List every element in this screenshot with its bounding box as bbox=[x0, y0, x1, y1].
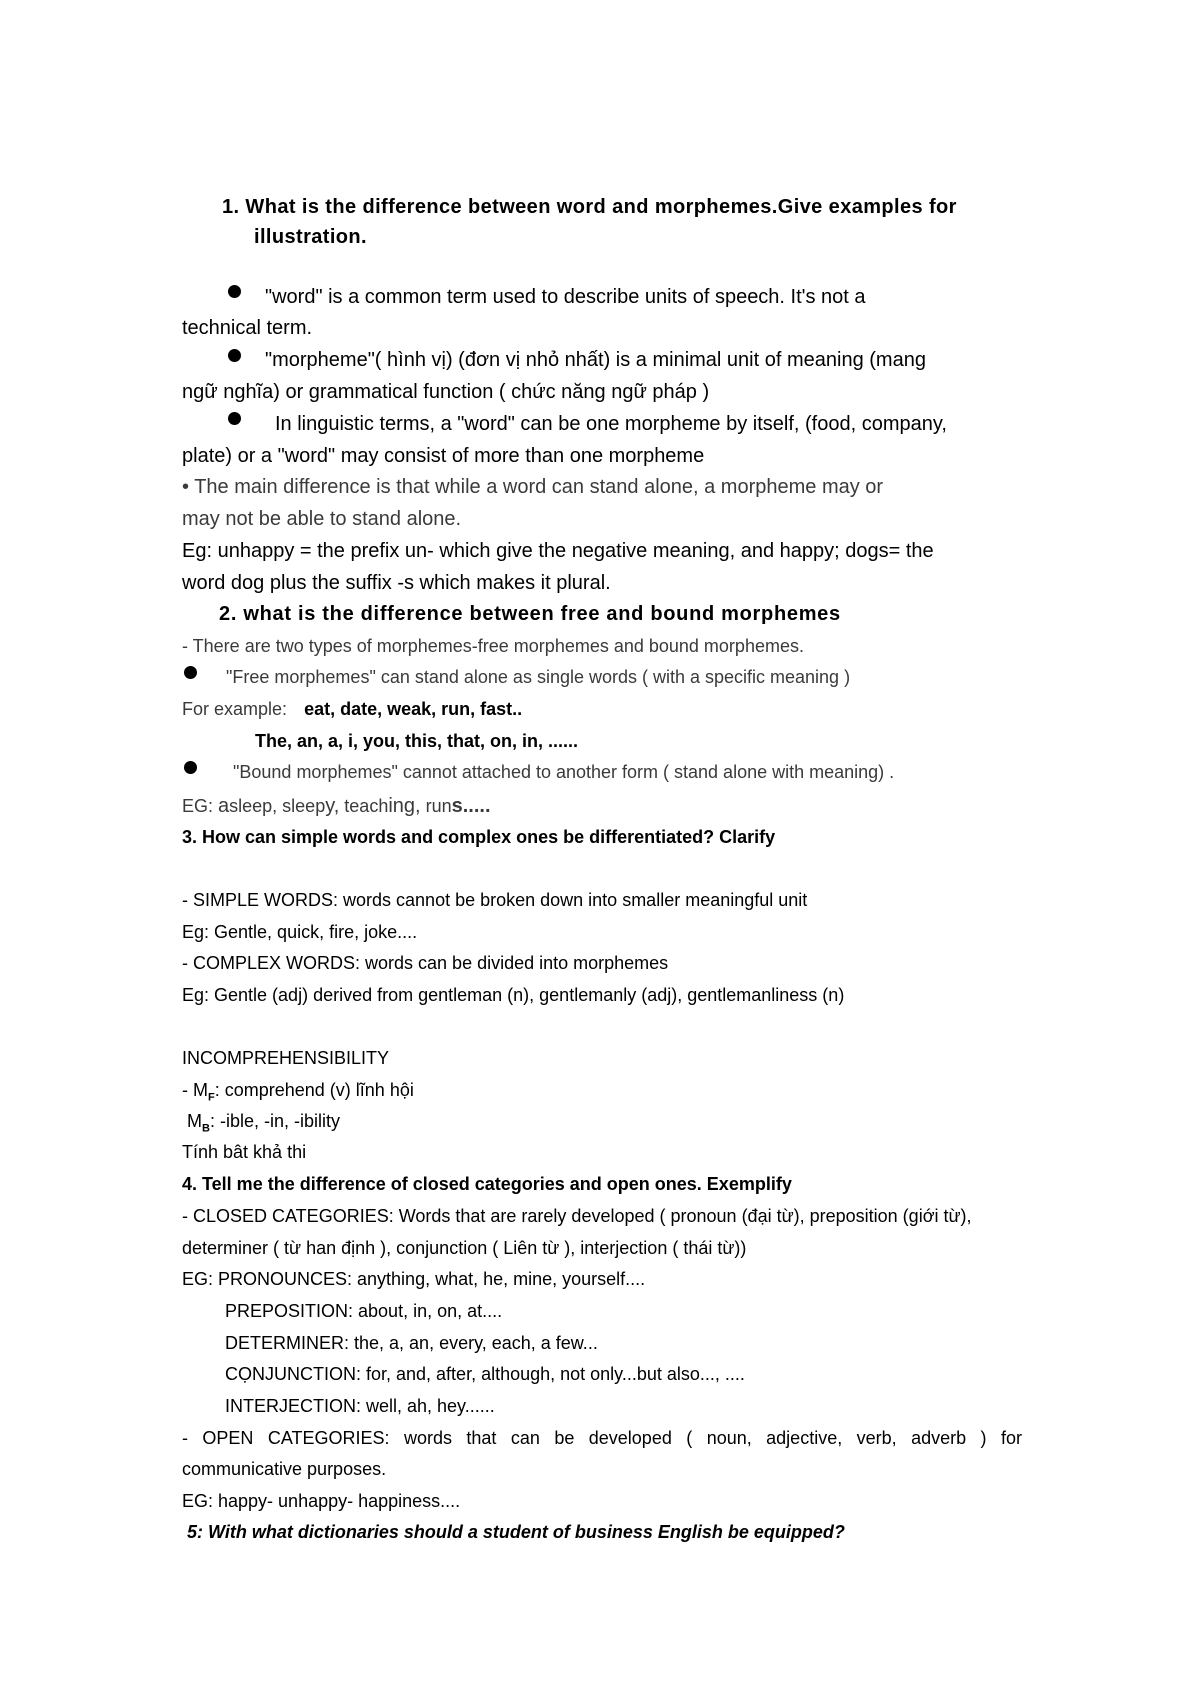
bullet-icon bbox=[228, 285, 241, 298]
q4-eg-interjection: INTERJECTION: well, ah, hey...... bbox=[225, 1396, 495, 1416]
q1-main-diff-line1: • The main difference is that while a word can stand alone, a morpheme may or bbox=[182, 476, 884, 498]
for-example-label: For example: bbox=[182, 699, 288, 719]
open-word: OPEN bbox=[202, 1428, 254, 1448]
open-word: for bbox=[1000, 1428, 1022, 1448]
q2-intro: - There are two types of morphemes-free morphemes and bound morphemes. bbox=[182, 636, 804, 656]
open-word: that bbox=[466, 1428, 497, 1448]
q1-main-diff-line2: may not be able to stand alone. bbox=[182, 508, 462, 530]
q2-bound-examples: EG: asleep, sleepy, teaching, runs..... bbox=[182, 795, 491, 817]
q2-free-examples-line2: The, an, a, i, you, this, that, on, in, ...... bbox=[255, 731, 579, 751]
q4-open-example: EG: happy- unhappy- happiness.... bbox=[182, 1491, 461, 1511]
q3-meaning: Tính bât khả thi bbox=[182, 1142, 307, 1162]
q4-eg-preposition: PREPOSITION: about, in, on, at.... bbox=[225, 1301, 503, 1321]
q3-title: 3. How can simple words and complex ones be differentiated? Clarify bbox=[182, 827, 776, 847]
open-word: CATEGORIES: bbox=[267, 1428, 390, 1448]
q4-eg-pronouns: EG: PRONOUNCES: anything, what, he, mine, yourself.... bbox=[182, 1269, 646, 1289]
q1-bullet1-line1: "word" is a common term used to describe units of speech. It's not a bbox=[265, 286, 866, 308]
q3-bound-morpheme-line: $M_B$: -ible, -in, -ibility bbox=[187, 1111, 340, 1135]
q4-title: 4. Tell me the difference of closed categories and open ones. Exemplify bbox=[182, 1174, 792, 1194]
bullet-icon bbox=[184, 761, 197, 774]
q3-free-morpheme-line: - $M_F$: comprehend (v) lĩnh hội bbox=[182, 1080, 414, 1104]
open-word: ) bbox=[980, 1428, 987, 1448]
bullet-icon bbox=[228, 349, 241, 362]
q1-bullet3-line1: In linguistic terms, a "word" can be one morpheme by itself, (food, company, bbox=[275, 413, 947, 435]
q2-bound-definition: "Bound morphemes" cannot attached to another form ( stand alone with meaning) . bbox=[233, 762, 895, 782]
q1-bullet3-line2: plate) or a "word" may consist of more than one morpheme bbox=[182, 445, 705, 467]
free-examples: eat, date, weak, run, fast.. bbox=[304, 699, 523, 719]
q1-bullet1-line2: technical term. bbox=[182, 317, 313, 339]
q4-open-line1 bbox=[182, 1428, 1022, 1449]
q3-complex-words: - COMPLEX WORDS: words can be divided into morphemes bbox=[182, 953, 669, 973]
q2-title: 2. what is the difference between free and bound morphemes bbox=[219, 603, 841, 625]
q1-bullet2-line2: ngữ nghĩa) or grammatical function ( chức năng ngữ pháp ) bbox=[182, 381, 710, 403]
bullet-icon bbox=[228, 412, 241, 425]
q1-example-line2: word dog plus the suffix -s which makes it plural. bbox=[182, 572, 611, 594]
open-word: adjective, bbox=[766, 1428, 843, 1448]
q3-simple-words: - SIMPLE WORDS: words cannot be broken down into smaller meaningful unit bbox=[182, 890, 808, 910]
q3-simple-example: Eg: Gentle, quick, fire, joke.... bbox=[182, 922, 418, 942]
q1-title-line1: 1. What is the difference between word and morphemes.Give examples for bbox=[222, 196, 957, 218]
q2-free-examples-line1 bbox=[182, 699, 522, 720]
open-word: ( bbox=[686, 1428, 693, 1448]
q4-open-line2: communicative purposes. bbox=[182, 1459, 387, 1479]
open-word: be bbox=[554, 1428, 575, 1448]
open-word: - bbox=[182, 1428, 188, 1448]
open-word: noun, bbox=[706, 1428, 752, 1448]
q4-eg-conjunction: CỌNJUNCTION: for, and, after, although, not only...but also..., .... bbox=[225, 1364, 745, 1384]
open-word: developed bbox=[588, 1428, 672, 1448]
open-word: can bbox=[510, 1428, 540, 1448]
bullet-icon bbox=[184, 666, 197, 679]
q3-incomprehensibility: INCOMPREHENSIBILITY bbox=[182, 1048, 390, 1068]
open-word: verb, bbox=[856, 1428, 897, 1448]
q5-title: 5: With what dictionaries should a student of business English be equipped? bbox=[187, 1522, 845, 1542]
q1-bullet2-line1: "morpheme"( hình vị) (đơn vị nhỏ nhất) is a minimal unit of meaning (mang bbox=[265, 349, 926, 371]
q3-complex-example: Eg: Gentle (adj) derived from gentleman (n), gentlemanly (adj), gentlemanliness (n) bbox=[182, 985, 845, 1005]
open-word: words bbox=[403, 1428, 452, 1448]
q4-closed-line1: - CLOSED CATEGORIES: Words that are rarely developed ( pronoun (đại từ), preposition (giới từ), bbox=[182, 1206, 972, 1226]
q4-eg-determiner: DETERMINER: the, a, an, every, each, a few... bbox=[225, 1333, 598, 1353]
q2-free-definition: "Free morphemes" can stand alone as single words ( with a specific meaning ) bbox=[226, 667, 851, 687]
q1-example-line1: Eg: unhappy = the prefix un- which give the negative meaning, and happy; dogs= the bbox=[182, 540, 934, 562]
open-word: adverb bbox=[911, 1428, 967, 1448]
q4-closed-line2: determiner ( từ han định ), conjunction ( Liên từ ), interjection ( thái từ)) bbox=[182, 1238, 747, 1258]
q1-title-line2: illustration. bbox=[254, 226, 367, 248]
